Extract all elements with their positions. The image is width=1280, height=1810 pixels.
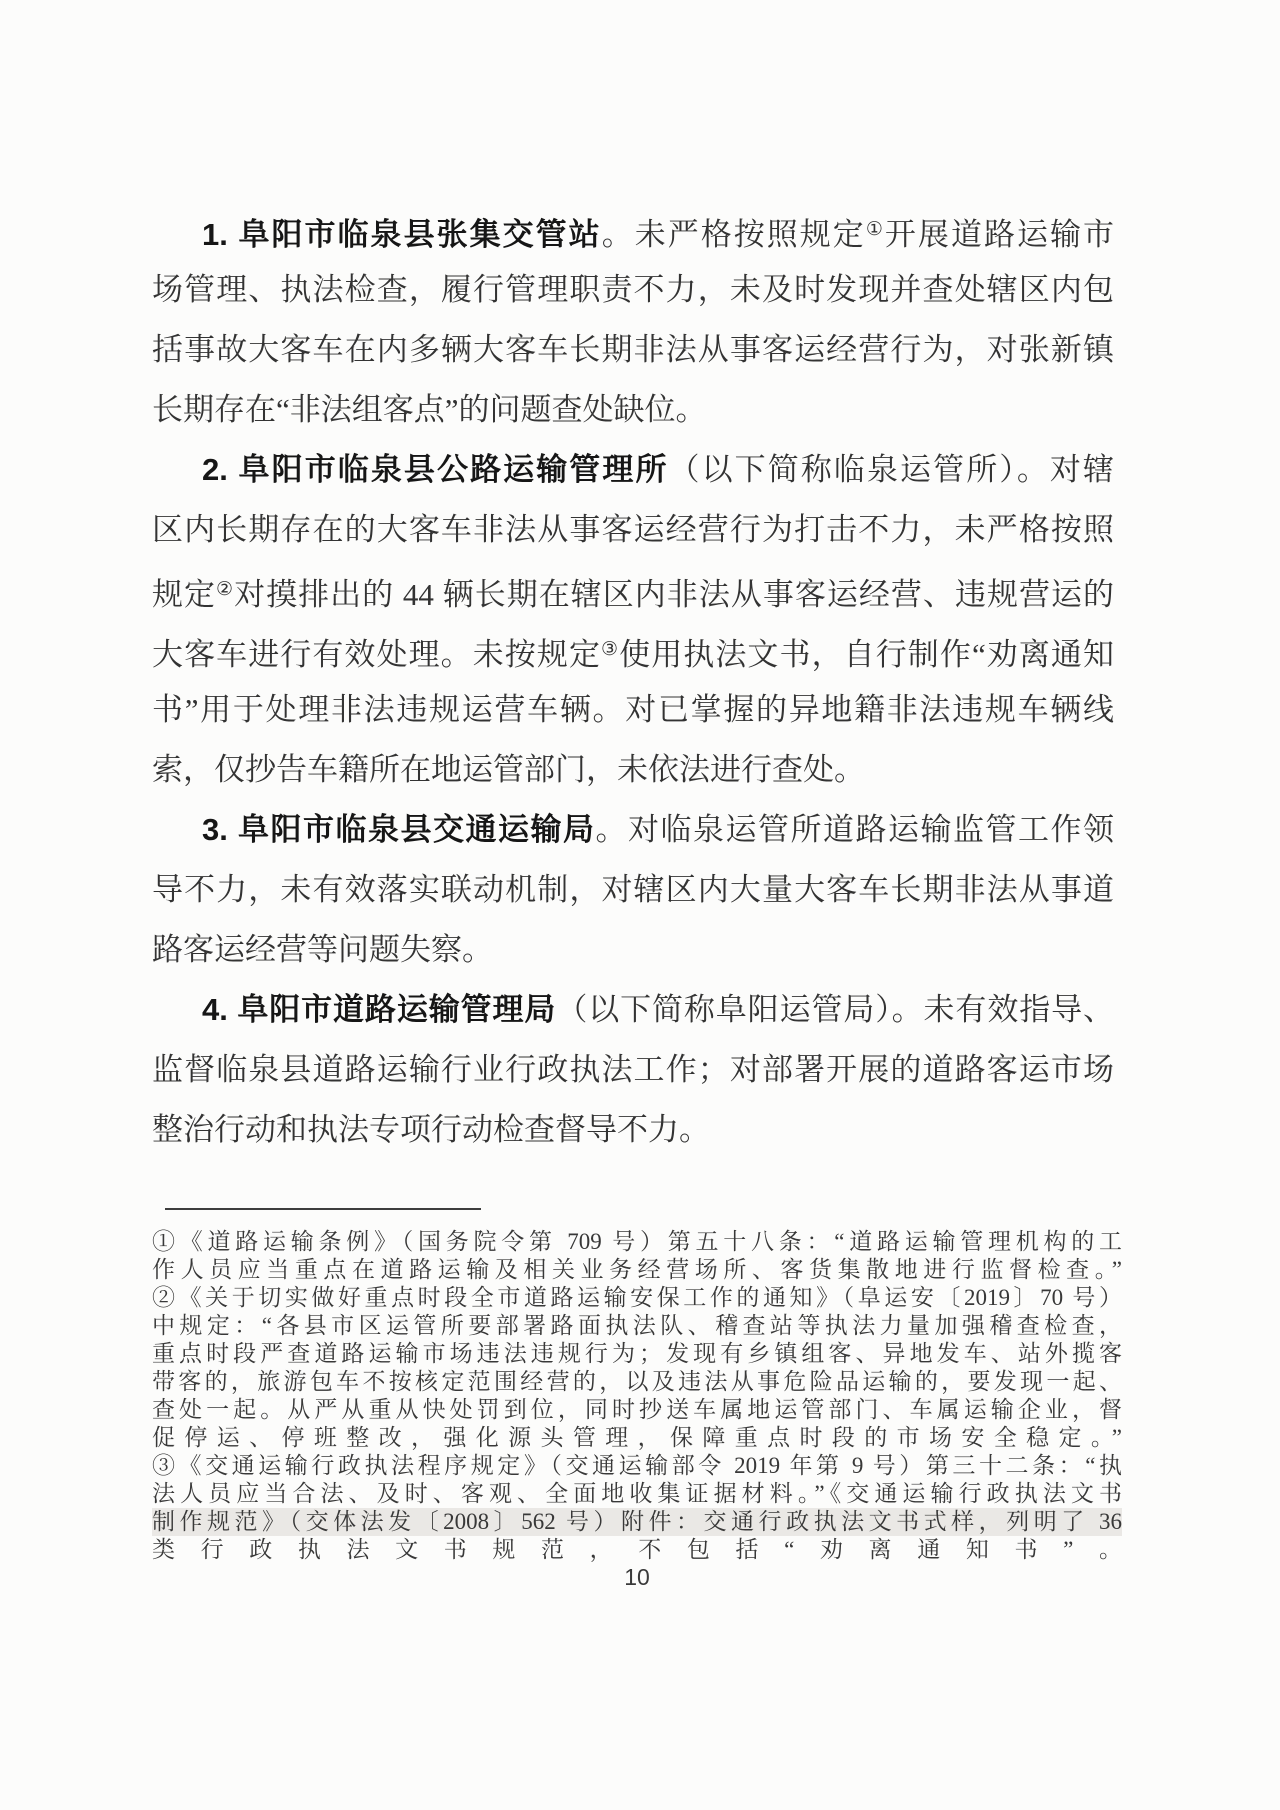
body-text [152,200,1114,1160]
text-line [152,680,1114,740]
text-line [152,860,1114,920]
text-line [152,1256,1122,1284]
text-line [152,440,1114,500]
text-run: （以下简称临泉运管所）。对辖 [668,452,1114,487]
text-run: 索，仅抄告车籍所在地运管部门，未依法进行查处。 [152,752,865,787]
text-line [152,380,1114,440]
page-number: 10 [624,1564,650,1590]
paragraph [152,980,1114,1160]
text-run: 路客运经营等问题失察。 [152,932,493,967]
text-run: 使用执法文书，自行制作“劝离通知 [619,637,1114,672]
text-line [152,1100,1114,1160]
footnote-item [152,1284,1122,1452]
text-line [152,200,1114,260]
text-run: 作人员应当重点在道路运输及相关业务经营场所、客货集散地进行监督检查。” [152,1257,1122,1282]
text-run: 对摸排出的 44 辆长期在辖区内非法从事客运经营、违规营运的 [234,577,1114,612]
text-line [152,1452,1122,1480]
text-line [152,620,1114,680]
text-run: 。对临泉运管所道路运输监管工作领 [595,812,1114,847]
text-line [152,1228,1122,1256]
text-run: ①《道路运输条例》（国务院令第 709 号）第五十八条：“道路运输管理机构的工 [152,1229,1122,1254]
text-line [152,1312,1122,1340]
text-run: 查处一起。从严从重从快处罚到位，同时抄送车属地运管部门、车属运输企业，督 [152,1397,1122,1422]
footnote-item [152,1228,1122,1284]
paragraph-lead: 1. 阜阳市临泉县张集交管站 [202,217,602,252]
text-line [152,260,1114,320]
text-run: ③《交通运输行政执法程序规定》（交通运输部令 2019 年第 9 号）第三十二条：“执 [152,1453,1122,1478]
text-run: 括事故大客车在内多辆大客车长期非法从事客运经营行为，对张新镇 [152,332,1114,367]
text-run: 规定 [152,577,217,612]
text-line [152,980,1114,1040]
text-run: 区内长期存在的大客车非法从事客运经营行为打击不力，未严格按照 [152,512,1114,547]
text-run: 法人员应当合法、及时、客观、全面地收集证据材料。”《交通运输行政执法文书 [152,1481,1122,1506]
text-run: 大客车进行有效处理。未按规定 [152,637,602,672]
text-run: 。未严格按照规定 [601,217,866,252]
footnote-ref-superscript: ③ [601,639,620,660]
text-line [152,1368,1122,1396]
paragraph [152,440,1114,800]
text-run: 导不力，未有效落实联动机制，对辖区内大量大客车长期非法从事道 [152,872,1114,907]
text-line [152,1284,1122,1312]
text-line [152,740,1114,800]
text-line [152,1340,1122,1368]
paragraph-lead: 3. 阜阳市临泉县交通运输局 [202,812,596,847]
text-run: 整治行动和执法专项行动检查督导不力。 [152,1112,710,1147]
text-line [152,1536,1122,1564]
paragraph [152,800,1114,980]
footnote-ref-superscript: ① [865,219,885,240]
text-run: 开展道路运输市 [884,217,1114,252]
text-line [152,500,1114,560]
text-run: 促停运、停班整改，强化源头管理，保障重点时段的市场安全稳定。” [152,1425,1122,1450]
footnote-separator [165,1208,481,1210]
text-run: 制作规范》（交体法发〔2008〕562 号）附件：交通行政执法文书式样，列明了 36 [152,1509,1122,1534]
paragraph-lead: 2. 阜阳市临泉县公路运输管理所 [202,452,669,487]
text-run: 重点时段严查道路运输市场违法违规行为；发现有乡镇组客、异地发车、站外揽客 [152,1341,1122,1366]
paragraph-lead: 4. 阜阳市道路运输管理局 [202,992,557,1027]
text-run: 书”用于处理非法违规运营车辆。对已掌握的异地籍非法违规车辆线 [152,692,1114,727]
text-run: （以下简称阜阳运管局）。未有效指导、 [556,992,1114,1027]
text-run: ②《关于切实做好重点时段全市道路运输安保工作的通知》（阜运安〔2019〕70 号） [152,1285,1122,1310]
text-line [152,1480,1122,1508]
text-run: 场管理、执法检查，履行管理职责不力，未及时发现并查处辖区内包 [152,272,1114,307]
text-line [152,560,1114,620]
text-line [152,1396,1122,1424]
text-line [152,800,1114,860]
text-run: 长期存在“非法组客点”的问题查处缺位。 [152,392,707,427]
text-line [152,1424,1122,1452]
paragraph [152,200,1114,440]
text-line [152,1040,1114,1100]
text-line [152,920,1114,980]
footnote-item [152,1452,1122,1564]
text-run: 中规定：“各县市区运管所要部署路面执法队、稽查站等执法力量加强稽查检查， [152,1313,1122,1338]
text-run: 类行政执法文书规范，不包括“劝离通知书”。 [152,1537,1122,1562]
footnote-ref-superscript: ② [216,579,235,600]
text-line [152,320,1114,380]
footnotes [152,1228,1122,1564]
text-run: 带客的，旅游包车不按核定范围经营的，以及违法从事危险品运输的，要发现一起、 [152,1369,1122,1394]
text-line [152,1508,1122,1536]
text-run: 监督临泉县道路运输行业行政执法工作；对部署开展的道路客运市场 [152,1052,1114,1087]
